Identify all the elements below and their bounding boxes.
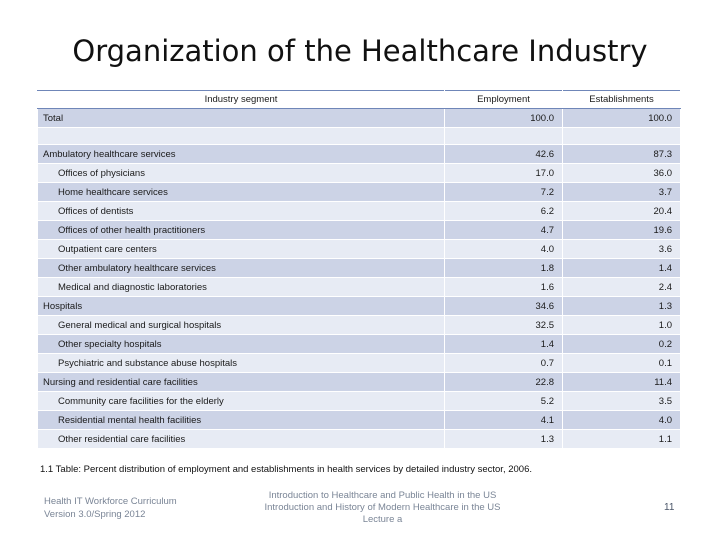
table-row (38, 240, 681, 259)
employment-cell: 4.1 (445, 411, 563, 430)
industry-segment-cell: Nursing and residential care facilities (38, 373, 445, 392)
employment-cell: 100.0 (445, 109, 563, 128)
footer-course-info (44, 495, 177, 521)
header-industry-segment: Industry segment (38, 91, 445, 109)
industry-segment-cell: Outpatient care centers (38, 240, 445, 259)
industry-segment-cell: General medical and surgical hospitals (38, 316, 445, 335)
footer-course-title: Introduction to Healthcare and Public Health in the US (268, 490, 497, 501)
industry-segment-cell: Total (38, 109, 445, 128)
table-row (38, 145, 681, 164)
table-row (38, 259, 681, 278)
employment-cell: 4.0 (445, 240, 563, 259)
employment-cell: 32.5 (445, 316, 563, 335)
industry-segment-cell: Home healthcare services (38, 183, 445, 202)
slide-title: Organization of the Healthcare Industry (72, 34, 648, 68)
footer-lecture: Lecture a (362, 514, 403, 525)
employment-cell: 6.2 (445, 202, 563, 221)
establishments-cell (563, 128, 681, 145)
table-header-row (38, 91, 681, 109)
employment-cell: 42.6 (445, 145, 563, 164)
table-row (38, 354, 681, 373)
establishments-cell: 0.1 (563, 354, 681, 373)
page-number: 11 (664, 502, 675, 513)
establishments-cell: 1.0 (563, 316, 681, 335)
table-spacer-row (38, 128, 681, 145)
industry-segment-cell: Community care facilities for the elderly (38, 392, 445, 411)
table-row (38, 164, 681, 183)
establishments-cell: 19.6 (563, 221, 681, 240)
industry-segment-cell: Ambulatory healthcare services (38, 145, 445, 164)
healthcare-industry-table (37, 90, 681, 449)
industry-segment-cell: Hospitals (38, 297, 445, 316)
establishments-cell: 3.7 (563, 183, 681, 202)
table-row (38, 183, 681, 202)
employment-cell: 17.0 (445, 164, 563, 183)
industry-segment-cell: Offices of physicians (38, 164, 445, 183)
industry-segment-cell: Psychiatric and substance abuse hospitals (38, 354, 445, 373)
table-row (38, 392, 681, 411)
table-caption: 1.1 Table: Percent distribution of employment and establishments in health services by detailed industry sector, 2006. (40, 464, 532, 475)
footer-curriculum: Health IT Workforce Curriculum (44, 496, 177, 507)
employment-cell: 1.3 (445, 430, 563, 449)
industry-segment-cell (38, 128, 445, 145)
establishments-cell: 1.4 (563, 259, 681, 278)
footer-unit-title: Introduction and History of Modern Healthcare in the US (264, 502, 501, 513)
employment-cell: 7.2 (445, 183, 563, 202)
header-establishments: Establishments (563, 91, 681, 109)
employment-cell: 4.7 (445, 221, 563, 240)
employment-cell: 34.6 (445, 297, 563, 316)
employment-cell: 1.8 (445, 259, 563, 278)
establishments-cell: 4.0 (563, 411, 681, 430)
industry-segment-cell: Other residential care facilities (38, 430, 445, 449)
establishments-cell: 1.3 (563, 297, 681, 316)
establishments-cell: 100.0 (563, 109, 681, 128)
table-row (38, 109, 681, 128)
industry-segment-cell: Residential mental health facilities (38, 411, 445, 430)
establishments-cell: 3.6 (563, 240, 681, 259)
establishments-cell: 20.4 (563, 202, 681, 221)
header-employment: Employment (445, 91, 563, 109)
establishments-cell: 1.1 (563, 430, 681, 449)
table-body (38, 109, 681, 449)
establishments-cell: 87.3 (563, 145, 681, 164)
industry-segment-cell: Offices of dentists (38, 202, 445, 221)
industry-segment-cell: Medical and diagnostic laboratories (38, 278, 445, 297)
table-row (38, 430, 681, 449)
employment-cell: 1.4 (445, 335, 563, 354)
table-row (38, 221, 681, 240)
establishments-cell: 36.0 (563, 164, 681, 183)
employment-cell (445, 128, 563, 145)
table-row (38, 373, 681, 392)
table-row (38, 411, 681, 430)
industry-segment-cell: Other specialty hospitals (38, 335, 445, 354)
establishments-cell: 0.2 (563, 335, 681, 354)
establishments-cell: 2.4 (563, 278, 681, 297)
industry-segment-cell: Offices of other health practitioners (38, 221, 445, 240)
table-row (38, 202, 681, 221)
establishments-cell: 11.4 (563, 373, 681, 392)
table-row (38, 278, 681, 297)
employment-cell: 5.2 (445, 392, 563, 411)
footer-lecture-info (240, 490, 525, 526)
employment-cell: 0.7 (445, 354, 563, 373)
footer-version: Version 3.0/Spring 2012 (44, 509, 146, 520)
employment-cell: 22.8 (445, 373, 563, 392)
table-row (38, 297, 681, 316)
table-row (38, 335, 681, 354)
industry-segment-cell: Other ambulatory healthcare services (38, 259, 445, 278)
table-row (38, 316, 681, 335)
establishments-cell: 3.5 (563, 392, 681, 411)
employment-cell: 1.6 (445, 278, 563, 297)
